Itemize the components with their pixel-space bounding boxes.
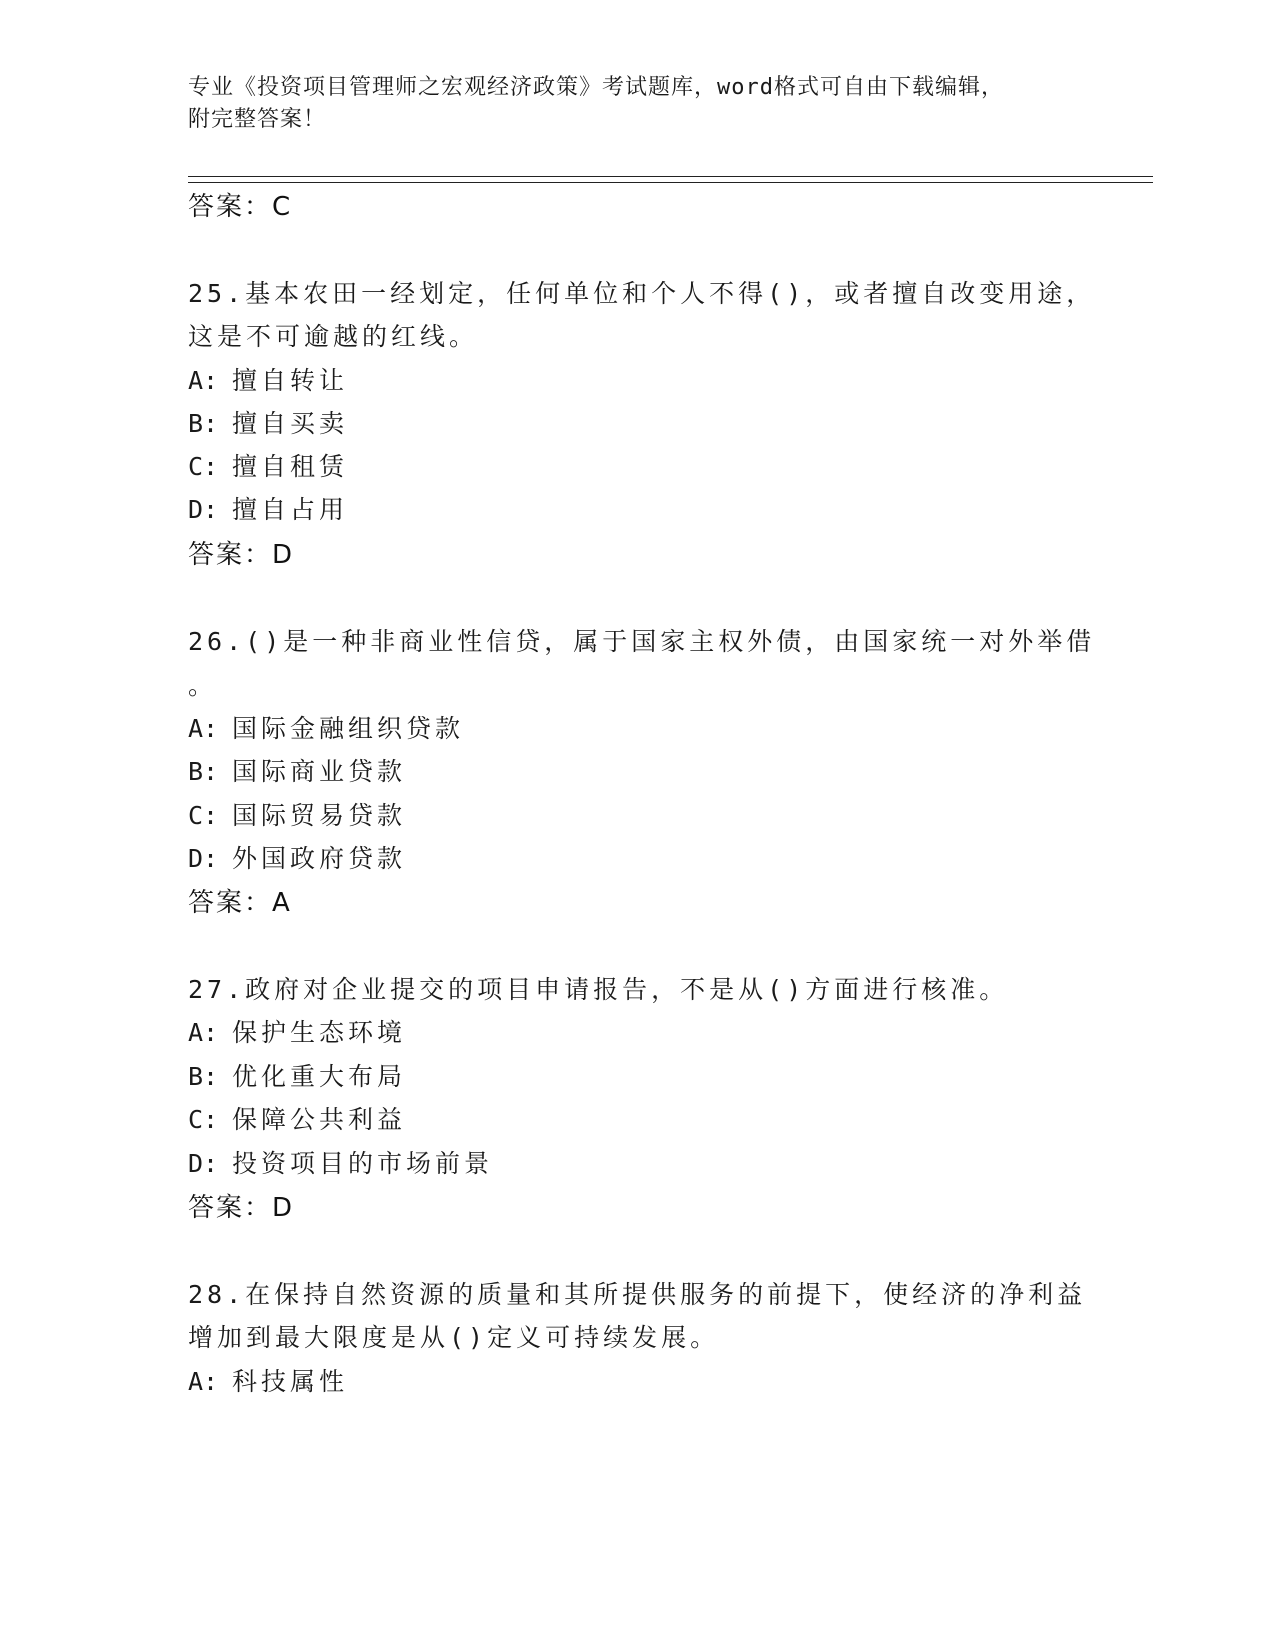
- option-text: 擅自租赁: [232, 452, 349, 481]
- question-26-answer: 答案：A: [188, 888, 292, 918]
- question-26-text-line-2: 。: [188, 671, 218, 700]
- question-25-option-c: [188, 447, 348, 483]
- option-key: A:: [188, 714, 219, 743]
- option-text: 保障公共利益: [232, 1105, 407, 1134]
- question-27-option-b: [188, 1057, 406, 1093]
- option-key: A:: [188, 366, 219, 395]
- previous-answer: 答案：C: [188, 192, 293, 222]
- option-text: 科技属性: [232, 1367, 349, 1396]
- question-25-text-line-2: 这是不可逾越的红线。: [188, 322, 479, 351]
- question-27-option-a: [188, 1013, 406, 1049]
- option-text: 外国政府贷款: [232, 844, 407, 873]
- document-header: [188, 72, 1088, 136]
- question-25-option-b: [188, 404, 348, 440]
- option-key: C:: [188, 452, 219, 481]
- question-25-option-d: [188, 490, 348, 526]
- option-text: 优化重大布局: [232, 1062, 407, 1091]
- question-26-option-c: [188, 796, 406, 832]
- option-key: D:: [188, 495, 219, 524]
- question-25-answer: 答案：D: [188, 540, 295, 570]
- option-text: 保护生态环境: [232, 1018, 407, 1047]
- option-key: D:: [188, 1149, 219, 1178]
- question-27-text-line-1: 27.政府对企业提交的项目申请报告，不是从()方面进行核准。: [188, 975, 1009, 1004]
- option-key: A:: [188, 1018, 219, 1047]
- question-27-option-d: [188, 1144, 493, 1180]
- question-26-option-a: [188, 709, 464, 745]
- option-key: D:: [188, 844, 219, 873]
- option-key: C:: [188, 801, 219, 830]
- option-key: A:: [188, 1367, 219, 1396]
- option-text: 擅自买卖: [232, 409, 349, 438]
- option-key: B:: [188, 1062, 219, 1091]
- option-text: 国际商业贷款: [232, 757, 407, 786]
- option-key: B:: [188, 757, 219, 786]
- question-28-option-a: [188, 1362, 348, 1398]
- option-text: 擅自转让: [232, 366, 349, 395]
- question-27-option-c: [188, 1100, 406, 1136]
- option-text: 国际贸易贷款: [232, 801, 407, 830]
- header-divider-top: [188, 176, 1153, 177]
- question-28-text-line-1: 28.在保持自然资源的质量和其所提供服务的前提下，使经济的净利益: [188, 1280, 1087, 1309]
- question-25-text-line-1: 25.基本农田一经划定，任何单位和个人不得()，或者擅自改变用途，: [188, 279, 1096, 308]
- question-28-text-line-2: 增加到最大限度是从()定义可持续发展。: [188, 1323, 720, 1352]
- question-26-option-d: [188, 839, 406, 875]
- option-text: 擅自占用: [232, 495, 349, 524]
- option-key: C:: [188, 1105, 219, 1134]
- question-26-text-line-1: 26.()是一种非商业性信贷，属于国家主权外债，由国家统一对外举借: [188, 627, 1096, 656]
- question-25-option-a: [188, 361, 348, 397]
- option-text: 国际金融组织贷款: [232, 714, 465, 743]
- option-text: 投资项目的市场前景: [232, 1149, 494, 1178]
- header-line-2: 附完整答案！: [188, 107, 327, 132]
- header-line-1: 专业《投资项目管理师之宏观经济政策》考试题库，word格式可自由下载编辑，: [188, 75, 1004, 100]
- option-key: B:: [188, 409, 219, 438]
- question-26-option-b: [188, 752, 406, 788]
- question-27-answer: 答案：D: [188, 1193, 295, 1223]
- header-divider-bottom: [188, 182, 1153, 183]
